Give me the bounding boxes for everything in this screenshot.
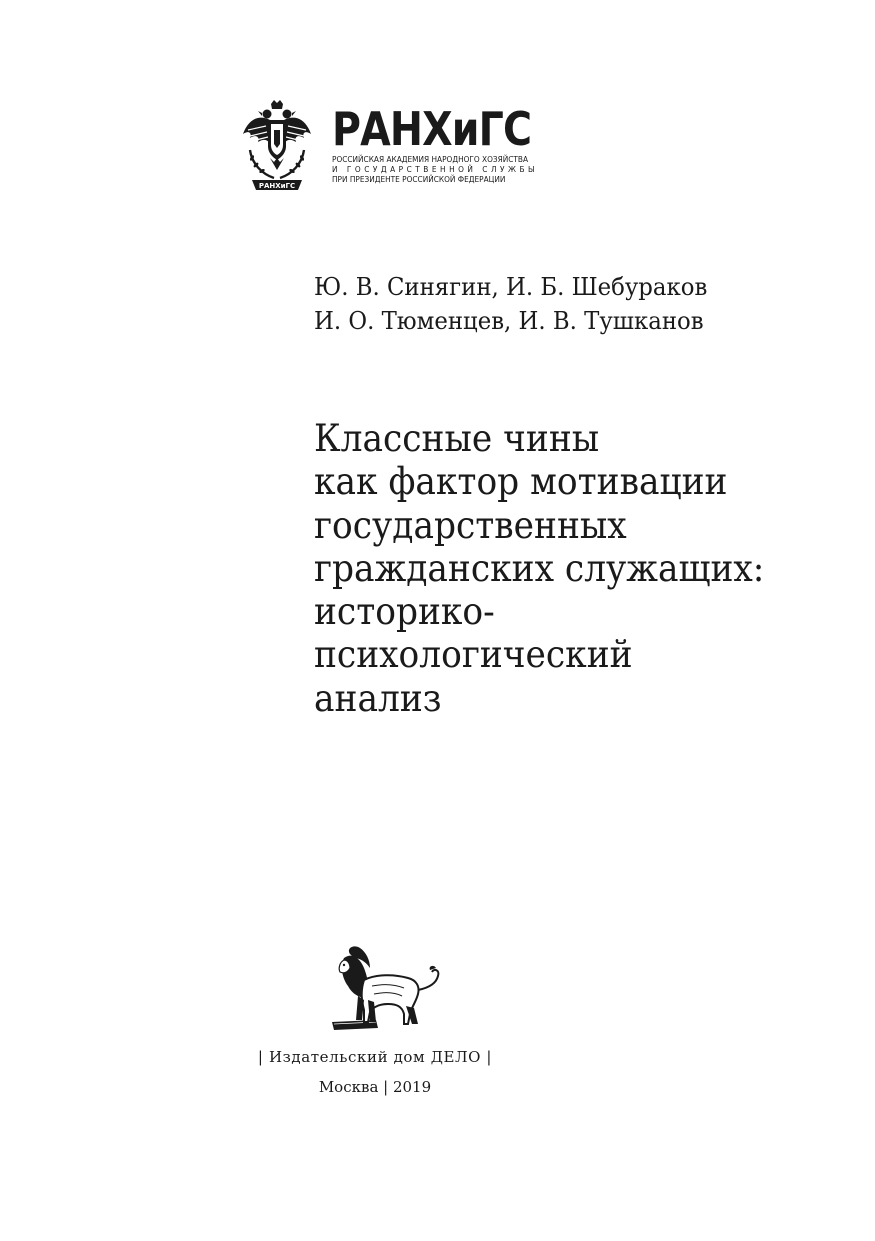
title-line-5: историко- [314, 590, 495, 634]
title-line-6: психологический [314, 633, 633, 677]
book-title [314, 417, 844, 720]
title-line-1: Классные чины [314, 417, 600, 460]
organization-name-line-2: И ГОСУДАРСТВЕННОЙ СЛУЖБЫ [332, 164, 539, 174]
title-line-3: государственных [314, 503, 627, 547]
lion-on-book-logo-icon [330, 944, 442, 1034]
title-line-2: как фактор мотивации [314, 460, 728, 504]
authors-block [314, 270, 834, 338]
authors-line-2: И. О. Тюменцев, И. В. Тушканов [314, 307, 704, 335]
title-line-7: анализ [314, 676, 442, 720]
organization-logo [332, 104, 552, 184]
organization-name-line-3: ПРИ ПРЕЗИДЕНТЕ РОССИЙСКОЙ ФЕДЕРАЦИИ [332, 174, 506, 184]
title-line-4: гражданских служащих: [314, 546, 765, 590]
organization-name-line-1: РОССИЙСКАЯ АКАДЕМИЯ НАРОДНОГО ХОЗЯЙСТВА [332, 154, 529, 164]
emblem-ribbon-text: РАНХиГС [258, 182, 296, 190]
publication-place-year: Москва | 2019 [318, 1078, 432, 1096]
authors-line-1: Ю. В. Синягин, И. Б. Шебураков [314, 273, 708, 301]
organization-abbreviation: РАНХиГС [332, 102, 532, 156]
publisher-name: | Издательский дом ДЕЛО | [257, 1048, 493, 1066]
double-headed-eagle-emblem-icon [240, 100, 314, 194]
